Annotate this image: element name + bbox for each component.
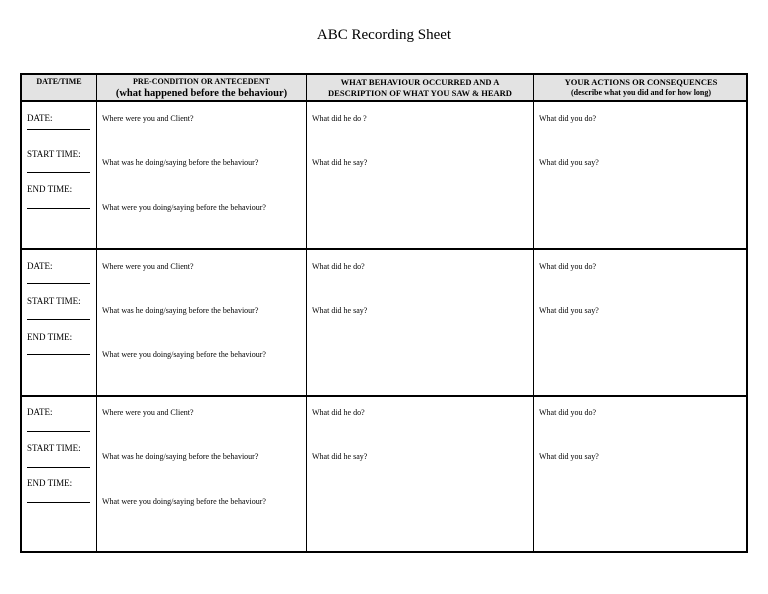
table-row: [22, 102, 746, 250]
date-entry-line[interactable]: [27, 129, 90, 130]
datetime-cell: [22, 250, 97, 395]
header-antecedent-line2: (what happened before the behaviour): [115, 88, 288, 99]
behaviour-question-say: What did he say?: [312, 452, 368, 461]
table-row: [22, 250, 746, 397]
start-time-entry-line[interactable]: [27, 172, 90, 173]
antecedent-question-where: Where were you and Client?: [102, 262, 194, 271]
start-time-label: START TIME:: [27, 149, 81, 159]
header-date-time-label: DATE/TIME: [36, 77, 82, 86]
behaviour-question-say: What did he say?: [312, 158, 368, 167]
table-row: [22, 397, 746, 553]
antecedent-cell[interactable]: [97, 397, 307, 553]
antecedent-question-client-doing: What was he doing/saying before the behaviour?: [102, 158, 259, 167]
antecedent-cell[interactable]: [97, 102, 307, 248]
datetime-cell: [22, 102, 97, 248]
abc-table: [20, 73, 748, 553]
end-time-label: END TIME:: [27, 332, 73, 342]
actions-question-say: What did you say?: [539, 306, 599, 315]
header-behaviour-line2: DESCRIPTION OF WHAT YOU SAW & HEARD: [328, 88, 512, 98]
end-time-label: END TIME:: [27, 478, 73, 488]
start-time-entry-line[interactable]: [27, 467, 90, 468]
header-behaviour: [307, 75, 534, 100]
actions-question-say: What did you say?: [539, 158, 599, 167]
date-entry-line[interactable]: [27, 431, 90, 432]
start-time-label: START TIME:: [27, 443, 81, 453]
antecedent-question-client-doing: What was he doing/saying before the behaviour?: [102, 306, 259, 315]
antecedent-question-client-doing: What was he doing/saying before the behaviour?: [102, 452, 259, 461]
header-actions-line2: (describe what you did and for how long): [570, 88, 712, 97]
actions-question-do: What did you do?: [539, 408, 597, 417]
sheet-title: ABC Recording Sheet: [316, 27, 452, 43]
antecedent-question-you-doing: What were you doing/saying before the behaviour?: [102, 350, 266, 359]
date-entry-line[interactable]: [27, 283, 90, 284]
behaviour-question-do: What did he do ?: [312, 114, 367, 123]
date-label: DATE:: [27, 407, 53, 417]
actions-question-say: What did you say?: [539, 452, 599, 461]
actions-cell[interactable]: [534, 102, 748, 248]
antecedent-cell[interactable]: [97, 250, 307, 395]
date-label: DATE:: [27, 113, 53, 123]
behaviour-question-say: What did he say?: [312, 306, 368, 315]
header-actions: [534, 75, 748, 100]
end-time-entry-line[interactable]: [27, 208, 90, 209]
header-actions-line1: YOUR ACTIONS OR CONSEQUENCES: [564, 77, 718, 87]
header-antecedent: [97, 75, 307, 100]
actions-cell[interactable]: [534, 397, 748, 553]
behaviour-cell[interactable]: [307, 250, 534, 395]
actions-question-do: What did you do?: [539, 114, 597, 123]
antecedent-question-where: Where were you and Client?: [102, 114, 194, 123]
end-time-entry-line[interactable]: [27, 502, 90, 503]
behaviour-cell[interactable]: [307, 102, 534, 248]
header-antecedent-line1: PRE-CONDITION OR ANTECEDENT: [133, 77, 270, 86]
antecedent-question-you-doing: What were you doing/saying before the behaviour?: [102, 497, 266, 506]
actions-cell[interactable]: [534, 250, 748, 395]
header-behaviour-line1: WHAT BEHAVIOUR OCCURRED AND A: [340, 77, 500, 87]
datetime-cell: [22, 397, 97, 553]
table-header-row: [22, 75, 746, 102]
antecedent-question-you-doing: What were you doing/saying before the behaviour?: [102, 203, 266, 212]
end-time-label: END TIME:: [27, 184, 73, 194]
behaviour-question-do: What did he do?: [312, 408, 365, 417]
behaviour-cell[interactable]: [307, 397, 534, 553]
start-time-entry-line[interactable]: [27, 319, 90, 320]
header-date-time: [22, 75, 97, 100]
end-time-entry-line[interactable]: [27, 354, 90, 355]
behaviour-question-do: What did he do?: [312, 262, 365, 271]
actions-question-do: What did you do?: [539, 262, 597, 271]
antecedent-question-where: Where were you and Client?: [102, 408, 194, 417]
date-label: DATE:: [27, 261, 53, 271]
start-time-label: START TIME:: [27, 296, 81, 306]
